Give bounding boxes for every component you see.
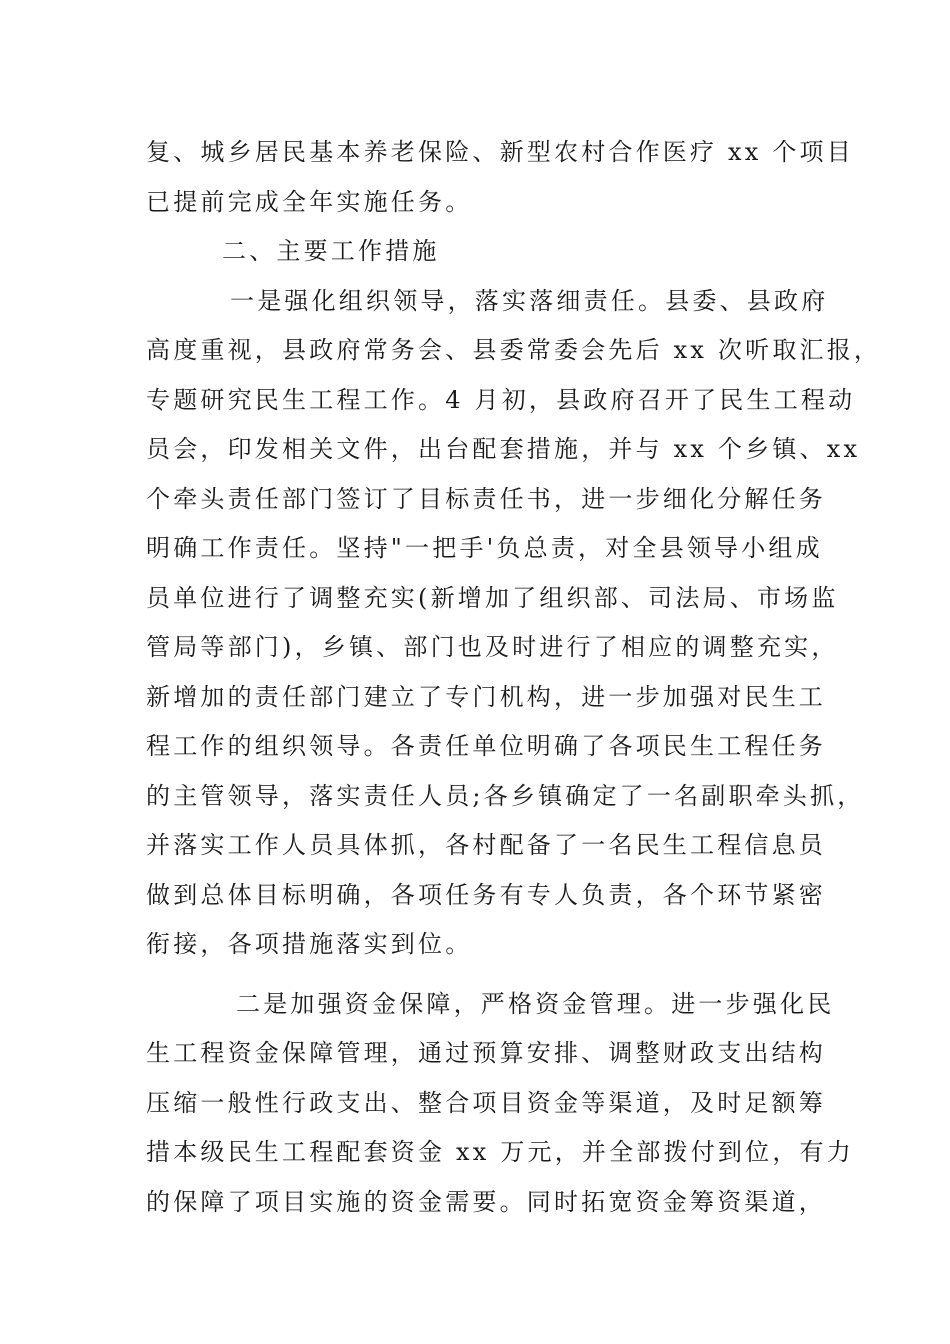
text-line: 高度重视，县政府常务会、县委常委会先后 xx 次听取汇报， [146,336,882,364]
paragraph-gap [146,970,816,980]
text-line: 二是加强资金保障，严格资金管理。进一步强化民 [236,989,835,1018]
paragraph-intro-tail [146,128,854,227]
text-line: 管局等部门)，乡镇、部门也及时进行了相应的调整充实， [146,633,839,661]
text-line: 压缩一般性行政支出、整合项目资金等渠道，及时足额筹 [146,1088,826,1117]
text-line: 复、城乡居民基本养老保险、新型农村合作医疗 xx 个项目 [146,138,854,166]
text-line: 生工程资金保障管理，通过预算安排、调整财政支出结构 [146,1039,826,1067]
text-line: 个牵头责任部门签订了目标责任书，进一步细化分解任务 [146,484,826,513]
text-line: 员会，印发相关文件，出台配套措施，并与 xx 个乡镇、xx [146,435,861,463]
text-line: 衔接，各项措施落实到位。 [146,930,473,958]
text-line: 做到总体目标明确，各项任务有专人负责，各个环节紧密 [146,880,826,909]
paragraph-two [146,980,854,1228]
text-line: 的主管领导，落实责任人员;各乡镇确定了一名副职牵头抓， [146,781,865,810]
text-line: 并落实工作人员具体抓，各村配备了一名民生工程信息员 [146,831,826,859]
paragraph-one [146,277,882,970]
text-line: 的保障了项目实施的资金需要。同时拓宽资金筹资渠道， [146,1187,826,1216]
text-line: 措本级民生工程配套资金 xx 万元，并全部拨付到位，有力 [146,1138,854,1166]
text-line: 员单位进行了调整充实(新增加了组织部、司法局、市场监 [146,583,839,612]
document-body [146,128,882,1227]
text-line: 新增加的责任部门建立了专门机构，进一步加强对民生工 [146,682,826,711]
text-line: 明确工作责任。坚持"一把手'负总责，对全县领导小组成 [146,534,823,562]
text-line: 程工作的组织领导。各责任单位明确了各项民生工程任务 [146,732,826,760]
text-line: 已提前完成全年实施任务。 [146,187,473,216]
text-line: 一是强化组织领导，落实落细责任。县委、县政府 [230,286,829,315]
section-heading: 二、主要工作措施 [222,237,440,265]
text-line: 专题研究民生工程工作。4 月初，县政府召开了民生工程动 [146,385,856,414]
